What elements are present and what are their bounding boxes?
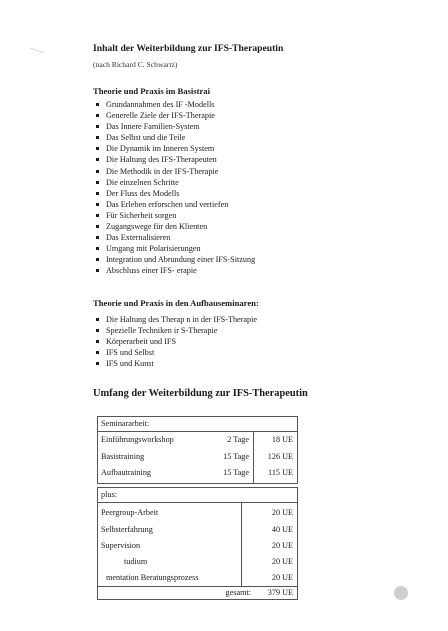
- list-item: Die Dynamik im Inneren System: [93, 143, 255, 154]
- table-row-ue: 18 UE: [271, 435, 293, 444]
- plus-label: plus:: [101, 490, 117, 499]
- list-item: Zugangswege für den Klienten: [93, 221, 255, 232]
- list-item: Die Methodik in der IFS-Therapie: [93, 166, 255, 177]
- table-row-ue: 126 UE: [267, 452, 293, 461]
- list-item: Körperarbeit und IFS: [93, 336, 257, 347]
- list-item: Generelle Ziele der IFS-Therapie: [93, 110, 255, 121]
- list-item: IFS und Kunst: [93, 358, 257, 369]
- total-value: 379 UE: [267, 588, 293, 597]
- table-row-name: Peergroup-Arbeit: [101, 508, 159, 517]
- list-item: Die Haltung des Therap n in der IFS-Therapie: [93, 314, 257, 325]
- table-row-days: 2 Tage: [227, 435, 249, 444]
- table-row-ue: 20 UE: [271, 557, 293, 566]
- seminar-table: [97, 416, 298, 484]
- list-item: Das Innere Familien-System: [93, 121, 255, 132]
- table-row-name: Selbsterfahrung: [101, 525, 153, 534]
- list-item: Abschluss einer IFS- erapie: [93, 265, 255, 276]
- table-row-name: Aufbautraining: [101, 468, 152, 477]
- list-item: Das Erleben erforschen und vertiefen: [93, 199, 255, 210]
- table-row-ue: 40 UE: [271, 525, 293, 534]
- list-item: Grundannahmen des IF -Modells: [93, 99, 255, 110]
- page-title: Inhalt der Weiterbildung zur IFS-Therapeutin: [93, 43, 284, 54]
- list-item: Die einzelnen Schritte: [93, 177, 255, 188]
- list-item: Die Haltung des IFS-Therapeuten: [93, 154, 255, 165]
- page-subtitle: (nach Richard C. Schwartz): [93, 60, 178, 69]
- table-row-name: mentation Beratungsprozess: [106, 573, 199, 582]
- basis-topic-list: [93, 99, 255, 277]
- table-row-ue: 20 UE: [271, 508, 293, 517]
- table-row-ue: 115 UE: [268, 468, 293, 477]
- list-item: Integration und Abrundung einer IFS-Sitzung: [93, 254, 255, 265]
- table-row-name: tudium: [124, 557, 148, 566]
- table-row-name: Supervision: [101, 541, 141, 550]
- table-row-name: Basistraining: [101, 452, 145, 461]
- list-item: Das Selbst und die Teile: [93, 132, 255, 143]
- list-item: Der Fluss des Modells: [93, 188, 255, 199]
- scan-smudge: [394, 586, 408, 600]
- list-item: Spezielle Techniken ir S-Therapie: [93, 325, 257, 336]
- total-divider: [98, 586, 297, 587]
- scan-mark: [30, 48, 44, 53]
- table-row-days: 15 Tage: [223, 468, 249, 477]
- plus-divider: [98, 502, 297, 503]
- list-item: Das Externalisieren: [93, 232, 255, 243]
- seminar-divider: [98, 431, 297, 432]
- table-row-ue: 20 UE: [271, 573, 293, 582]
- table-row-days: 15 Tage: [223, 452, 249, 461]
- list-item: Umgang mit Polarisierungen: [93, 243, 255, 254]
- seminar-label: Seminararbeit:: [101, 419, 150, 428]
- plus-table: [97, 487, 298, 600]
- table-row-ue: 20 UE: [271, 541, 293, 550]
- plus-column-divider: [241, 502, 242, 586]
- list-item: IFS und Selbst: [93, 347, 257, 358]
- seminar-column-divider: [253, 431, 254, 483]
- total-label: gesamt:: [225, 588, 251, 597]
- list-item: Für Sicherheit sorgen: [93, 210, 255, 221]
- section-umfang-heading: Umfang der Weiterbildung zur IFS-Therapeutin: [93, 388, 308, 399]
- section-basis-heading: Theorie und Praxis im Basistrai: [93, 86, 210, 96]
- table-row-name: Einführungsworkshop: [101, 435, 174, 444]
- aufbau-topic-list: [93, 314, 257, 369]
- section-aufbau-heading: Theorie und Praxis in den Aufbauseminaren:: [93, 298, 259, 308]
